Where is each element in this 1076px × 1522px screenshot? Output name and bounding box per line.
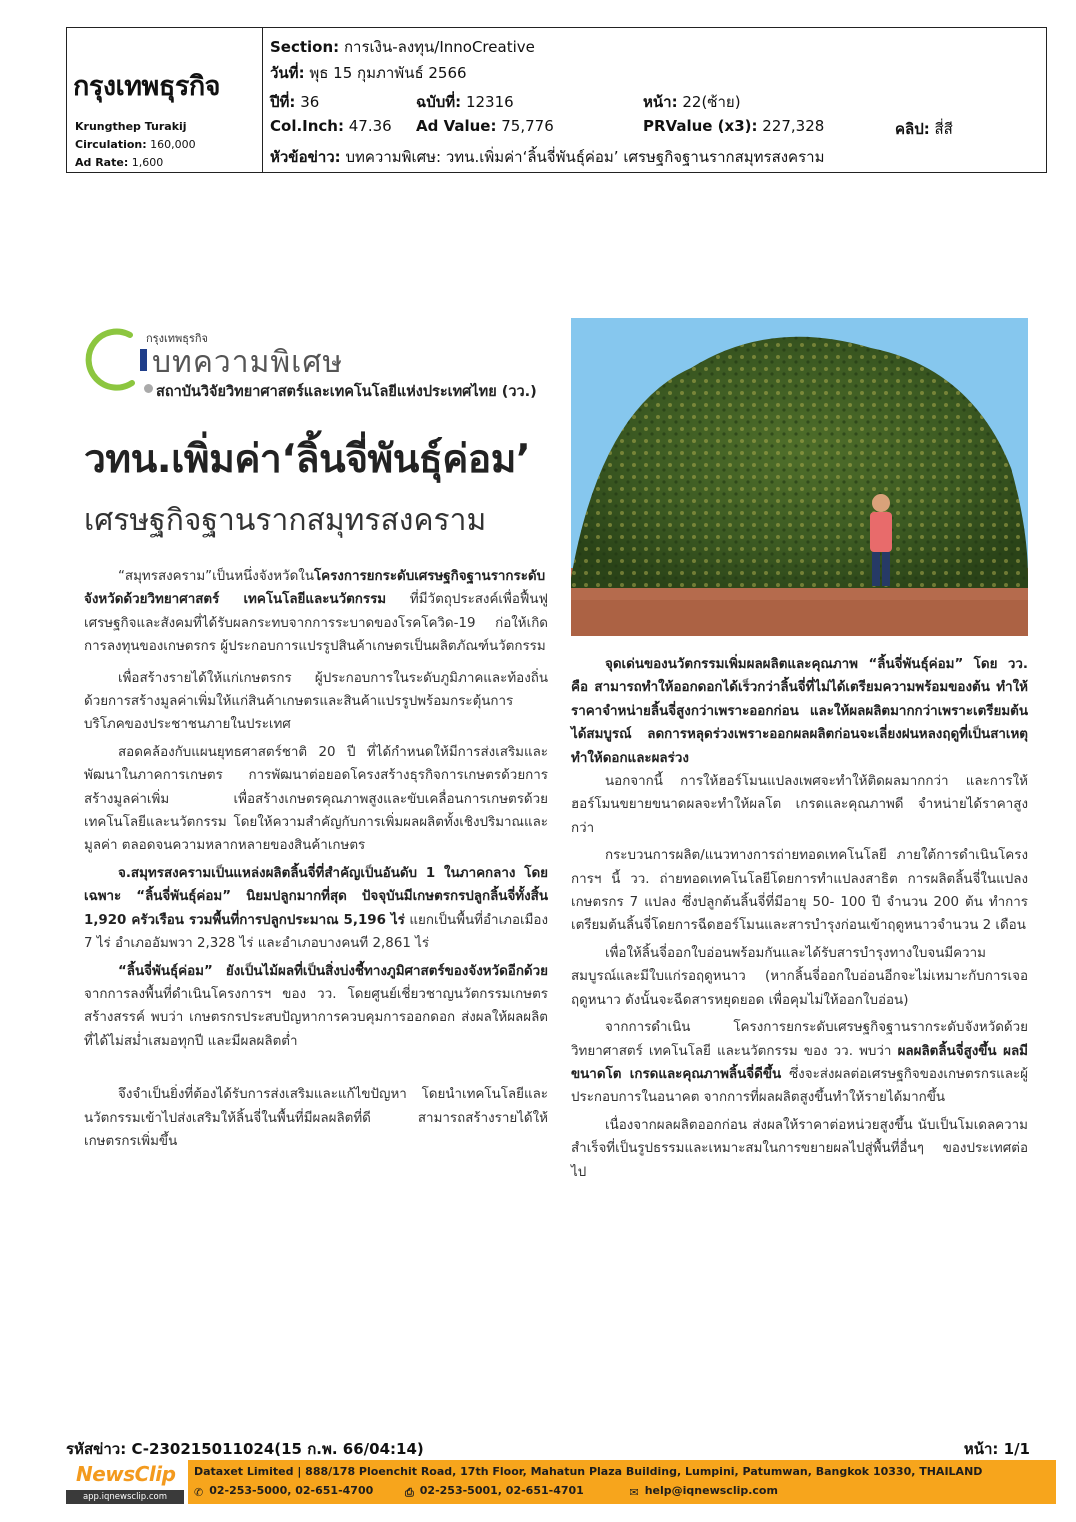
paragraph-r2: นอกจากนี้ การให้ฮอร์โมนแปลงเพศจะทำให้ติดผลมากกว่า และการให้ฮอร์โมนขยายขนาดผลจะทำให้ผลโต เกรดและคุณภาพดี จำหน่ายได้ราคาสูงกว่า — [571, 774, 1028, 836]
headline-label: หัวข้อข่าว: — [270, 148, 341, 166]
clip-header — [66, 27, 1047, 173]
prvalue-label: PRValue (x3): — [643, 117, 758, 135]
publisher-logo: กรุงเทพธุรกิจ — [73, 71, 221, 102]
paragraph-2: เพื่อสร้างรายได้ให้แก่เกษตรกร ผู้ประกอบการในระดับภูมิภาคและท้องถิ่น ด้วยการสร้างมูลค่าเพิ่มให้แก่สินค้าเกษตรและสินค้าแปรรูปพร้อมกระตุ้นการบริโภคของประชาชนภายในประเทศ — [84, 670, 548, 733]
section-label: Section: — [270, 38, 340, 56]
colinch-value: 47.36 — [348, 117, 392, 135]
banner-institute: สถาบันวิจัยวิทยาศาสตร์และเทคโนโลยีแห่งประเทศไทย (วว.) — [156, 384, 537, 400]
paragraph-5: “ลิ้นจี่พันธุ์ค่อม” ยังเป็นไม้ผลที่เป็นสิ่งบ่งชี้ทางภูมิศาสตร์ของจังหวัดอีกด้วย จากการลงพื้นที่ดำเนินโครงการฯ ของ วว. โดยศูนย์เชี่ยวชาญนวัตกรรมเกษตรสร้างสรรค์ พบว่า เกษตรกรประสบปัญหาการควบคุมการออกดอก ส่งผลให้ผลผลิตที่ได้ไม่สม่ำเสมอทุกปี และมีผลผลิตต่ำ — [84, 963, 548, 1049]
article-right-column — [571, 653, 1028, 1184]
page-label: หน้า: — [643, 93, 678, 111]
issue-label: ฉบับที่: — [416, 93, 462, 111]
newsclip-brand: NewsClip — [76, 1462, 176, 1486]
company-address: Dataxet Limited | 888/178 Ploenchit Road, 17th Floor, Mahatun Plaza Building, Lumpini, Patumwan, Bangkok 10330, THAILAND — [194, 1465, 983, 1478]
footer-bar — [66, 1460, 1056, 1504]
article-subhead: เศรษฐกิจฐานรากสมุทรสงคราม — [84, 503, 487, 538]
adval-value: 75,776 — [501, 117, 554, 135]
ad-rate-value: 1,600 — [131, 156, 164, 169]
publisher-box — [67, 28, 263, 172]
paragraph-r6: เนื่องจากผลผลิตออกก่อน ส่งผลให้ราคาต่อหน่วยสูงขึ้น นับเป็นโมเดลความสำเร็จที่เป็นรูปธรรมและเหมาะสมในการขยายผลไปสู่พื้นที่อื่นๆ ของประเทศต่อไป — [571, 1117, 1028, 1180]
clip-label: คลิป: — [895, 120, 930, 138]
fax-numbers: 02-253-5001, 02-651-4701 — [419, 1484, 584, 1497]
year-label: ปีที่: — [270, 93, 296, 111]
email-icon: ✉ — [629, 1486, 639, 1499]
headline-value: บทความพิเศษ: วทน.เพิ่มค่า‘ลิ้นจี่พันธุ์ค่อม’ เศรษฐกิจฐานรากสมุทรสงคราม — [345, 148, 825, 166]
date-value: พุธ 15 กุมภาพันธ์ 2566 — [309, 64, 467, 82]
publisher-name: Krungthep Turakij — [75, 120, 187, 133]
banner-title: บทความพิเศษ — [152, 345, 344, 380]
footer-page: หน้า: 1/1 — [963, 1440, 1030, 1458]
prvalue-value: 227,328 — [762, 117, 825, 135]
paragraph-r5: จากการดำเนิน โครงการยกระดับเศรษฐกิจฐานรากระดับจังหวัดด้วยวิทยาศาสตร์ เทคโนโลยี และนวัตกรรม ของ วว. พบว่า ผลผลิตลิ้นจี่สูงขึ้น ผลมีขนาดโต เกรดและคุณภาพลิ้นจี่ดีขึ้น ซึ่งจะส่งผลต่อเศรษฐกิจของเกษตรกรและผู้ประกอบการในอนาคต จากการที่ผลผลิตสูงขึ้นทำให้รายได้มากขึ้น — [571, 1020, 1029, 1106]
paragraph-6: จึงจำเป็นยิ่งที่ต้องได้รับการส่งเสริมและแก้ไขปัญหา โดยนำเทคโนโลยีและนวัตกรรมเข้าไปส่งเสริมให้ลิ้นจี่ในพื้นที่มีผลผลิตที่ดี สามารถสร้างรายได้ให้เกษตรกรเพิ่มขึ้น — [84, 1087, 548, 1149]
article-left-column — [84, 565, 548, 1153]
banner-mark — [140, 349, 147, 371]
fax-icon: ⎙ — [404, 1486, 414, 1499]
issue-value: 12316 — [465, 93, 514, 111]
newsclip-url[interactable]: app.iqnewsclip.com — [66, 1490, 184, 1504]
clip-details — [263, 28, 1046, 172]
newsclip-logo[interactable] — [66, 1460, 184, 1504]
paragraph-1: “สมุทรสงคราม”เป็นหนึ่งจังหวัดในโครงการยกระดับเศรษฐกิจฐานรากระดับจังหวัดด้วยวิทยาศาสตร์ เทคโนโลยีและนวัตกรรม ที่มีวัตถุประสงค์เพื่อฟื้นฟูเศรษฐกิจและสังคมที่ได้รับผลกระทบจากการระบาดของโรคโควิด-19 ก่อให้เกิดการลงทุนของเกษตรกร ผู้ประกอบการแปรรูปสินค้าเกษตรเป็นผลิตภัณฑ์นวัตกรรม — [84, 569, 548, 655]
banner-publisher: กรุงเทพธุรกิจ — [146, 332, 208, 345]
paragraph-r1: จุดเด่นของนวัตกรรมเพิ่มผลผลิตและคุณภาพ “ลิ้นจี่พันธุ์ค่อม” โดย วว. คือ สามารถทำให้ออกดอกได้เร็วกว่าลิ้นจี่ที่ไม่ได้เตรียมความพร้อมของต้น ทำให้ราคาจำหน่ายลิ้นจี่สูงกว่าเพราะออกก่อน และให้ผลผลิตมากกว่าเพราะเตรียมต้นได้สมบูรณ์ ลดการหลุดร่วงเพราะออกผลผลิตก่อนจะเลี่ยงฝนหลงฤดูที่เป็นสาเหตุทำให้ดอกและผลร่วง — [571, 657, 1028, 766]
colinch-label: Col.Inch: — [270, 117, 344, 135]
lychee-tree-illustration — [571, 318, 1028, 636]
contact-strip — [188, 1460, 1056, 1504]
phone-numbers: 02-253-5000, 02-651-4700 — [209, 1484, 374, 1497]
news-code: รหัสข่าว: C-230215011024(15 ก.พ. 66/04:14) — [66, 1440, 424, 1458]
date-label: วันที่: — [270, 64, 305, 82]
phone-icon: ✆ — [194, 1486, 204, 1499]
column-banner — [82, 327, 552, 407]
lychee-tree-photo — [571, 318, 1028, 636]
year-value: 36 — [300, 93, 320, 111]
contact-line — [194, 1484, 778, 1500]
paragraph-4: จ.สมุทรสงครามเป็นแหล่งผลิตลิ้นจี่ที่สำคัญเป็นอันดับ 1 ในภาคกลาง โดยเฉพาะ “ลิ้นจี่พันธุ์ค่อม” นิยมปลูกมากที่สุด ปัจจุบันมีเกษตรกรปลูกลิ้นจี่ทั้งสิ้น 1,920 ครัวเรือน รวมพื้นที่การปลูกประมาณ 5,196 ไร่ แยกเป็นพื้นที่อำเภอเมือง 7 ไร่ อำเภออัมพวา 2,328 ไร่ และอำเภอบางคนที 2,861 ไร่ — [84, 865, 548, 952]
banner-bullet — [144, 384, 153, 393]
clip-value: สี่สี — [934, 120, 953, 138]
paragraph-3: สอดคล้องกับแผนยุทธศาสตร์ชาติ 20 ปี ที่ได้กำหนดให้มีการส่งเสริมและพัฒนาในภาคการเกษตร การพัฒนาต่อยอดโครงสร้างธุรกิจการเกษตรด้วยการสร้างมูลค่าเพิ่ม เพื่อสร้างเกษตรคุณภาพสูงและขับเคลื่อนการเกษตรด้วยเทคโนโลยีและนวัตกรรม โดยให้ความสำคัญกับการเพิ่มผลผลิตทั้งเชิงปริมาณและมูลค่า ตลอดจนความหลากหลายของสินค้าเกษตร — [84, 744, 548, 854]
section-value: การเงิน-ลงทุน/InnoCreative — [343, 38, 535, 56]
email-address[interactable]: help@iqnewsclip.com — [644, 1484, 778, 1497]
article-headline: วทน.เพิ่มค่า‘ลิ้นจี่พันธุ์ค่อม’ — [84, 437, 531, 482]
publisher-meta — [75, 118, 196, 172]
paragraph-r3: กระบวนการผลิต/แนวทางการถ่ายทอดเทคโนโลยี ภายใต้การดำเนินโครงการฯ นี้ วว. ถ่ายทอดเทคโนโลยีโดยการทำแปลงสาธิต การผลิตลิ้นจี่ในแปลงเกษตรกร 7 แปลง ซึ่งปลูกต้นลิ้นจี่ที่มีอายุ 50- 100 ปี จำนวน 200 ต้น ทำการเตรียมต้นลิ้นจี่โดยการฉีดฮอร์โมนและสารบำรุงก่อนเข้าฤดูหนาวจำนวน 2 เดือน — [571, 848, 1028, 934]
ad-rate-label: Ad Rate: — [75, 156, 129, 169]
banner-arc-icon — [82, 327, 146, 391]
circulation-value: 160,000 — [150, 138, 196, 151]
circulation-label: Circulation: — [75, 138, 147, 151]
adval-label: Ad Value: — [416, 117, 497, 135]
page-value: 22(ซ้าย) — [682, 93, 741, 111]
paragraph-r4: เพื่อให้ลิ้นจี่ออกใบอ่อนพร้อมกันและได้รับสารบำรุงทางใบจนมีความสมบูรณ์และมีใบแก่รอฤดูหนาว (หากลิ้นจี่ออกใบอ่อนอีกจะไม่เหมาะกับการเจอฤดูหนาว ดังนั้นจะฉีดสารหยุดยอด เพื่อคุมไม่ให้ออกใบอ่อน) — [571, 945, 1028, 1008]
